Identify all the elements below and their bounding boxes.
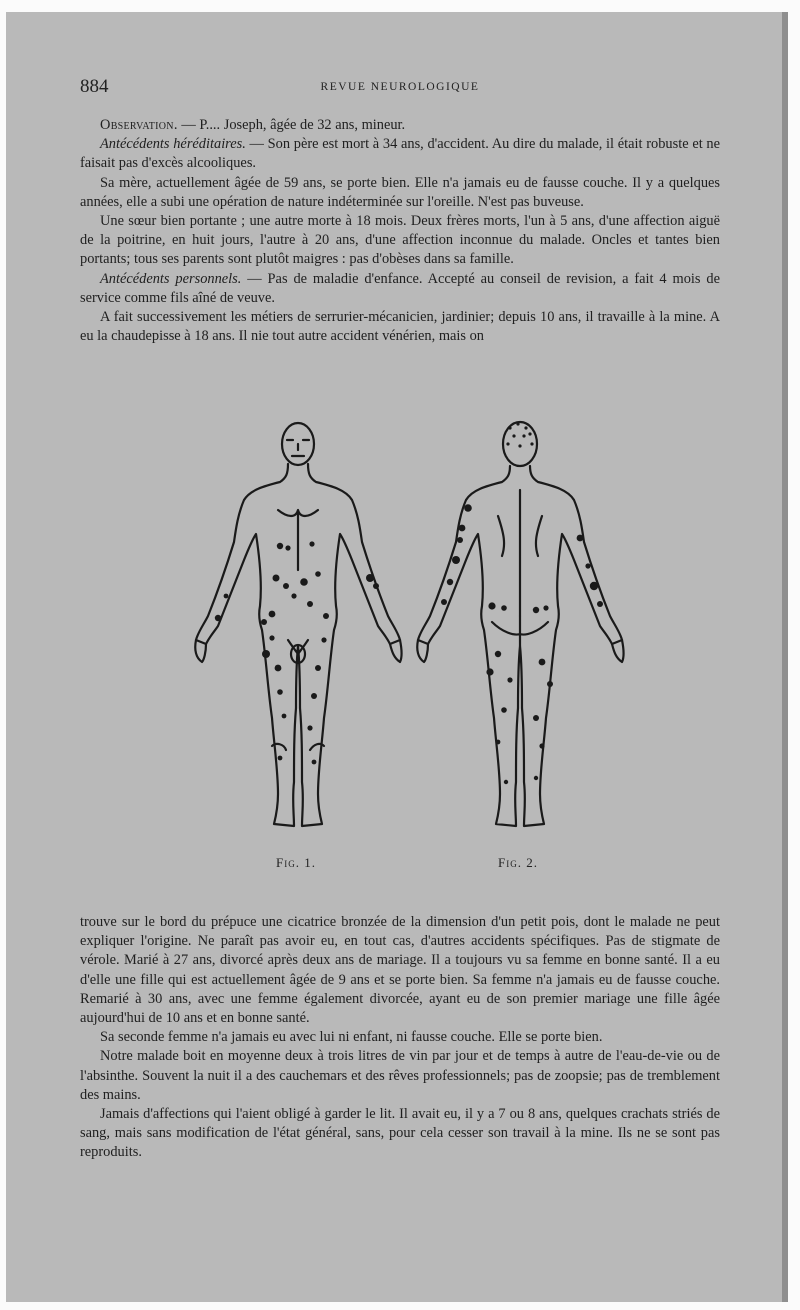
back-body-figure — [417, 422, 623, 826]
paragraph-illnesses: Jamais d'affections qui l'aient obligé à garder le lit. Il avait eu, il y a 7 ou 8 ans, quelques crachats striés de sang, mais sans modification de l'état général, sans, pour cela cesser son travail à la mine. Ils ne se sont pas reproduits. — [80, 1106, 720, 1161]
paragraph-drinking: Notre malade boit en moyenne deux à trois litres de vin par jour et de temps à autre de l'eau-de-vie ou de l'absinthe. Souvent la nuit il a des cauchemars et des rêves professionnels; pas de zoopsie; pas de tremblement des mains. — [80, 1048, 720, 1103]
hereditary-text: — Son père est mort à 34 ans, d'accident. Au dire du malade, il était robuste et ne faisait pas d'excès alcooliques. — [80, 136, 720, 172]
paragraph-personal — [80, 270, 720, 308]
paragraph-hereditary — [80, 135, 720, 173]
figure-1-caption: Fig. 1. — [276, 855, 316, 870]
paragraph-second-wife: Sa seconde femme n'a jamais eu avec lui ni enfant, ni fausse couche. Elle se porte bien. — [100, 1029, 603, 1046]
running-title: REVUE NEUROLOGIQUE — [320, 81, 480, 93]
page-number: 884 — [80, 76, 109, 97]
figure-2-caption: Fig. 2. — [498, 855, 538, 870]
personal-text: — Pas de maladie d'enfance. Accepté au conseil de revision, a fait 4 mois de service comme fils aîné de veuve. — [80, 270, 720, 306]
body-diagrams — [180, 410, 640, 850]
page-header — [80, 76, 720, 102]
personal-label: Antécédents personnels. — [100, 270, 242, 287]
paragraph-occupations: A fait successivement les métiers de serrurier-mécanicien, jardinier; depuis 10 ans, il travaille à la mine. A eu la chaudepisse à 18 ans. Il nie tout autre accident vénérien, mais on — [80, 309, 720, 345]
observation-label: Observation. — [100, 117, 178, 133]
text-block-bottom — [80, 913, 720, 1163]
text-block-top — [80, 116, 720, 346]
hereditary-label: Antécédents héréditaires. — [100, 136, 246, 153]
paragraph-siblings: Une sœur bien portante ; une autre morte à 18 mois. Deux frères morts, l'un à 5 ans, d'une affection aiguë de la poitrine, en huit jours, l'autre à 20 ans, d'une affection inconnue du malade. Oncles et tantes bien portants; tous ses parents sont plutôt maigres : pas d'obèses dans sa famille. — [80, 213, 720, 268]
paragraph-continuation: trouve sur le bord du prépuce une cicatrice bronzée de la dimension d'un petit pois, dont le malade ne peut expliquer l'origine. Ne paraît pas avoir eu, en tout cas, d'autres accidents spécifiques. Pas de stigmate de vérole. Marié à 27 ans, divorcé après deux ans de mariage. Il a toujours vu sa femme en bonne santé. Il a eu d'elle une fille qui est actuellement âgée de 9 ans et se porte bien. Sa femme n'a jamais eu de fausse couche. Remarié à 30 ans, avec une femme également divorcée, ayant eu de son premier mariage une fille âgée aujourd'hui de 10 ans et en bonne santé. — [80, 914, 720, 1027]
figures-area — [180, 410, 640, 880]
front-body-figure — [195, 423, 401, 826]
paragraph-observation — [80, 116, 720, 135]
observation-text: — P.... Joseph, âgée de 32 ans, mineur. — [177, 117, 406, 133]
paragraph-mother: Sa mère, actuellement âgée de 59 ans, se porte bien. Elle n'a jamais eu de fausse couche. Il y a quelques années, elle a subi une opération de nature indéterminée sur l'oreille. N'est pas buveuse. — [80, 174, 720, 210]
back-lesions — [441, 422, 603, 784]
